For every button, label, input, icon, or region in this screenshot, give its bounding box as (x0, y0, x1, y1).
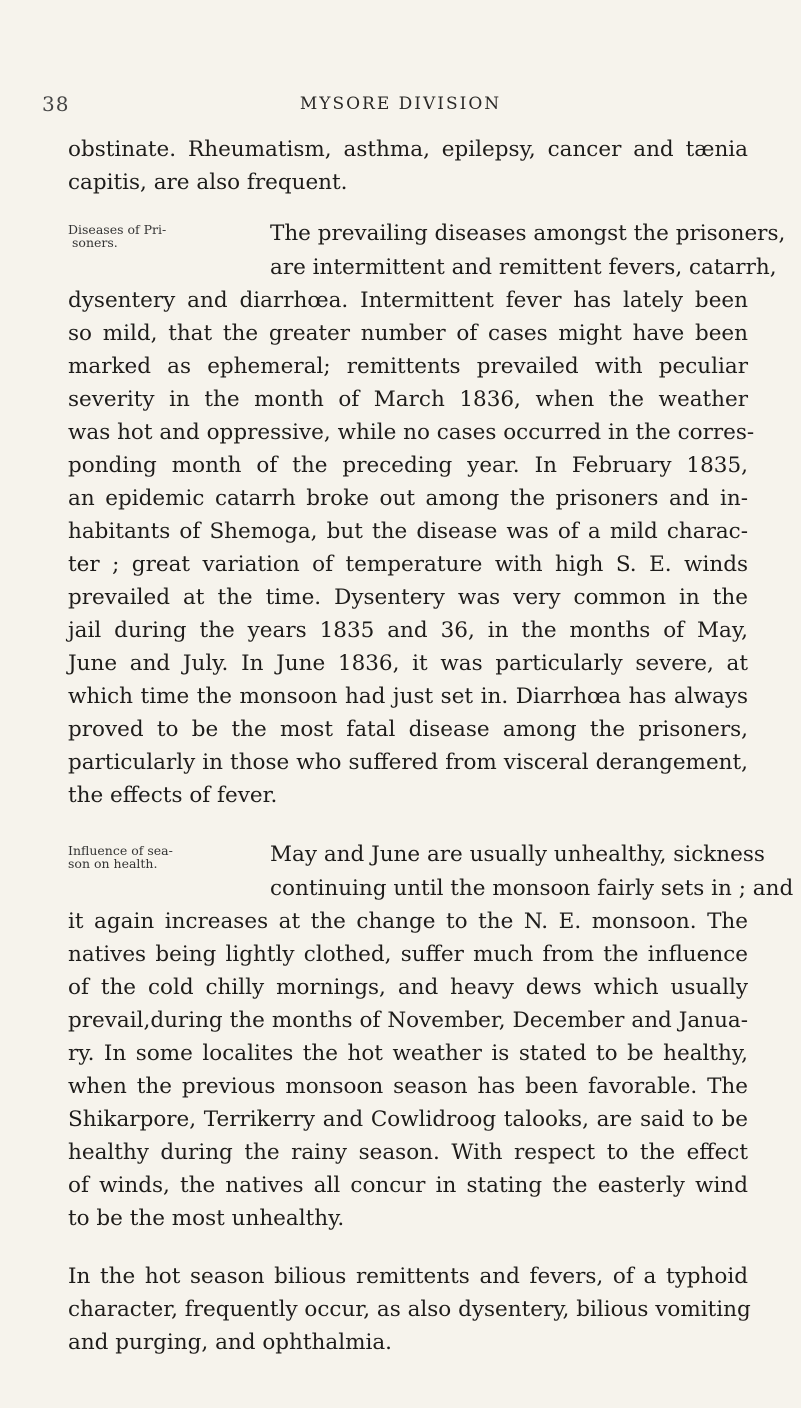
paragraph-line: June and July. In June 1836, it was particularly severe, at (68, 651, 748, 676)
running-title: MYSORE DIVISION (299, 94, 502, 114)
paragraph-line: an epidemic catarrh broke out among the prisoners and in- (68, 486, 748, 511)
paragraph-line: when the previous monsoon season has been favorable. The (68, 1074, 748, 1099)
paragraph-line: obstinate. Rheumatism, asthma, epilepsy, cancer and tænia (68, 137, 748, 162)
paragraph-line: In the hot season bilious remittents and fevers, of a typhoid (68, 1264, 748, 1289)
paragraph-line: prevail,during the months of November, December and Janua- (68, 1008, 748, 1033)
paragraph-line: prevailed at the time. Dysentery was very common in the (68, 585, 748, 610)
paragraph-line: ter ; great variation of temperature with high S. E. winds (68, 552, 748, 577)
paragraph-line: which time the monsoon had just set in. Diarrhœa has always (68, 684, 748, 709)
paragraph-line: habitants of Shemoga, but the disease was of a mild charac- (68, 519, 748, 544)
page-number: 38 (42, 92, 70, 116)
paragraph-line: to be the most unhealthy. (68, 1206, 345, 1231)
paragraph-line: capitis, are also frequent. (68, 170, 348, 195)
paragraph-line: so mild, that the greater number of cases might have been (68, 321, 748, 346)
sidenote-line: Diseases of Pri- (68, 222, 167, 237)
paragraph-line: marked as ephemeral; remittents prevailed with peculiar (68, 354, 748, 379)
paragraph-line: ry. In some localites the hot weather is stated to be healthy, (68, 1041, 748, 1066)
paragraph-line: of winds, the natives all concur in stating the easterly wind (68, 1173, 748, 1198)
paragraph-line: was hot and oppressive, while no cases occurred in the corres- (68, 420, 755, 445)
paragraph-line: ponding month of the preceding year. In February 1835, (68, 453, 748, 478)
sidenote-line: soners. (72, 235, 118, 250)
paragraph-line: proved to be the most fatal disease among the prisoners, (68, 717, 748, 742)
paragraph-line: natives being lightly clothed, suffer much from the influence (68, 942, 748, 967)
paragraph-line: and purging, and ophthalmia. (68, 1330, 392, 1355)
paragraph-line: the effects of fever. (68, 783, 278, 808)
paragraph-line: jail during the years 1835 and 36, in the months of May, (68, 618, 748, 643)
sidenote-line: Influence of sea- (68, 843, 173, 858)
paragraph-line: healthy during the rainy season. With respect to the effect (68, 1140, 748, 1165)
sidenote-line: son on health. (68, 856, 158, 871)
paragraph-line: particularly in those who suffered from visceral derangement, (68, 750, 748, 775)
paragraph-line: The prevailing diseases amongst the prisoners, (270, 221, 786, 246)
paragraph-line: of the cold chilly mornings, and heavy dews which usually (68, 975, 748, 1000)
paragraph-line: Shikarpore, Terrikerry and Cowlidroog talooks, are said to be (68, 1107, 748, 1132)
sidenote-prisoners (68, 223, 218, 249)
paragraph-line: severity in the month of March 1836, when the weather (68, 387, 748, 412)
paragraph-line: character, frequently occur, as also dysentery, bilious vomiting (68, 1297, 751, 1322)
paragraph-line: continuing until the monsoon fairly sets in ; and (270, 876, 794, 901)
sidenote-season (68, 844, 218, 870)
paragraph-line: May and June are usually unhealthy, sickness (270, 842, 765, 867)
paragraph-line: dysentery and diarrhœa. Intermittent fever has lately been (68, 288, 748, 313)
paragraph-line: are intermittent and remittent fevers, catarrh, (270, 255, 777, 280)
paragraph-line: it again increases at the change to the N. E. monsoon. The (68, 909, 748, 934)
